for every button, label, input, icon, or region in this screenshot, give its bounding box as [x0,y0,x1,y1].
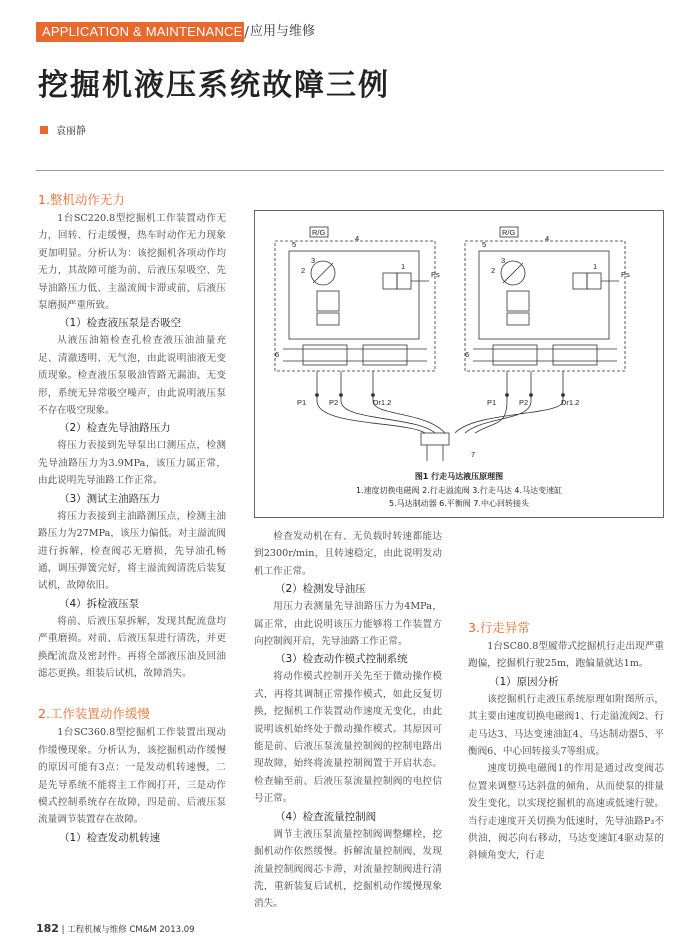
author-marker [40,126,48,134]
section-2-heading: 2.工作装置动作缓慢 [38,706,150,722]
header-rule [36,170,664,171]
subheading: （1）检查液压泵是否吸空 [59,317,182,330]
label-2-right: 2 [491,266,496,275]
label-3-left: 3 [311,256,316,265]
label-6-right: 6 [465,350,470,359]
label-rg-right: R/G [502,228,516,237]
subheading: （3）检查动作模式控制系统 [275,653,408,666]
paragraph: 将压力表接到先导泵出口测压点，检测先导油路压力为3.9MPa，该压力属正常，由此说明先导油路工作正常。 [38,440,226,487]
page-number: 182 [36,922,59,935]
paragraph: 将动作模式控制开关先至于微动操作模式，再将其调制正常操作模式，如此反复切换，挖掘机工作装置动作速度无变化，由此说明该机始终处于微动操作模式。其原因可能是前、后液压泵流量控制阀的控制电路出现故障，始终将流量控制阀置于开启状态。检查输至前、后液压泵流量控制阀的电控信号正常。 [254,671,442,805]
subheading: （1）检查发动机转速 [59,831,161,844]
label-ps-right: Ps [621,270,630,279]
subheading: （1）原因分析 [489,675,559,688]
section-3-heading: 3.行走异常 [468,620,530,635]
label-1-right: 1 [593,262,598,271]
label-4-left: 4 [355,234,360,243]
page-footer [36,922,195,935]
label-5-left: 5 [292,240,297,249]
travel-motor-right [465,227,625,401]
label-1-left: 1 [401,262,406,271]
label-dr-left: Dr1.2 [373,398,392,407]
column-2 [254,528,442,913]
paragraph: 1台SC220.8型挖掘机工作装置动作无力，回转、行走缓慢，热车时动作无力现象更加明显。分析认为：该挖掘机各项动作均无力，其故障可能为前、后液压泵吸空、先导油路压力低、主溢流阀卡滞或前、后液压泵磨损严重所致。 [38,213,226,312]
figure-caption-line-1: 1.速度切换电磁阀 2.行走溢流阀 3.行走马达 4.马达变速缸 [355,486,563,495]
figure-caption-line-2: 5.马达制动器 6.平衡阀 7.中心回转接头 [389,499,529,508]
subheading: （3）测试主油路压力 [59,492,161,505]
article-title: 挖掘机液压系统故障三例 [38,68,390,103]
paragraph: 从液压油箱检查孔检查液压油油量充足、清澈透明、无气泡，由此说明油液无变质现象。检查液压泵吸油管路无漏油、无变形，系统无异常吸空噪声，由此说明液压泵不存在吸空现象。 [38,335,226,417]
paragraph: 用压力表测量先导油路压力为4MPa，属正常，由此说明该压力能够将工作装置方向控制阀开启，先导油路工作正常。 [254,601,442,648]
paragraph: 该挖掘机行走液压系统原理如附图所示，其主要由速度切换电磁阀1、行走溢流阀2、行走马达3、马达变速油缸4、马达制动器5、平衡阀6、中心回转接头7等组成。 [468,693,664,758]
subheading: （2）检查先导油路压力 [59,422,171,435]
header-divider: / [244,23,250,41]
footer-separator: | [61,925,68,935]
label-7: 7 [471,450,476,459]
label-ps-left: Ps [431,270,440,279]
label-2-left: 2 [301,266,306,275]
label-p1-right: P1 [487,398,497,407]
hydraulic-diagram-figure [254,210,664,518]
paragraph: 速度切换电磁阀1的作用是通过改变阀芯位置来调整马达斜盘的倾角，从而使泵的排量发生变化，以实现挖掘机的高速或低速行驶。当行走速度开关切换为低速时，先导油路P₃不供油，阀芯向右移动，马达变速缸4驱动泵的斜倾角变大，行走 [468,763,664,862]
label-6-left: 6 [275,350,280,359]
subheading: （2）检测发导油压 [275,583,366,596]
column-3 [468,528,664,865]
paragraph: 将前、后液压泵拆解，发现其配流盘均严重磨损。对前、后液压泵进行清洗，并更换配流盘及密封件。再将全部液压油及回油滤芯更换。组装后试机，故障消失。 [38,615,226,679]
journal-name: 工程机械与维修 CM&M 2013.09 [67,925,195,935]
figure-caption-title: 图1 行走马达液压原理图 [414,472,504,481]
label-p1-left: P1 [297,398,307,407]
label-5-right: 5 [482,240,487,249]
label-rg-left: R/G [312,228,326,237]
label-dr-right: Dr1.2 [561,398,580,407]
center-swivel-joint [317,401,563,461]
label-p2-right: P2 [519,398,529,407]
author-name: 袁丽静 [56,126,86,137]
column-1 [38,190,226,847]
label-4-right: 4 [545,234,550,243]
section-banner: APPLICATION & MAINTENANCE [36,22,244,42]
label-p2-left: P2 [329,398,339,407]
label-3-right: 3 [501,256,506,265]
paragraph: 1台SC80.8型履带式挖掘机行走出现严重跑偏，挖掘机行驶25m，跑偏量就达1m。 [468,641,664,670]
subheading: （4）检查流量控制阀 [275,810,377,823]
paragraph: 调节主液压泵流量控制阀调整螺栓，挖掘机动作依然缓慢。拆解流量控制阀，发现流量控制阀阀芯卡滞，对流量控制阀进行清洗，重新装复后试机，挖掘机动作缓慢现象消失。 [254,828,442,910]
section-1-heading: 1.整机动作无力 [38,192,125,207]
paragraph: 将压力表接到主油路测压点，检测主油路压力为27MPa，该压力偏低。对主溢流阀进行拆解，检查阀芯无磨损，先导油孔畅通，调压弹簧完好，将主溢流阀清洗后装复试机，故障依旧。 [38,510,226,592]
paragraph: 1台SC360.8型挖掘机工作装置出现动作缓慢现象。分析认为，该挖掘机动作缓慢的原因可能有3点：一是发动机转速慢，二是先导系统不能将主工作阀打开，三是动作模式控制系统存在故障，四是前、后液压泵流量调节装置存在故障。 [38,727,226,826]
travel-motor-left [275,227,435,401]
paragraph: 检查发动机在有、无负载时转速都能达到2300r/min，且转速稳定，由此说明发动机工作正常。 [254,531,442,577]
section-subtitle: 应用与维修 [250,24,316,39]
subheading: （4）拆检液压泵 [59,597,140,610]
